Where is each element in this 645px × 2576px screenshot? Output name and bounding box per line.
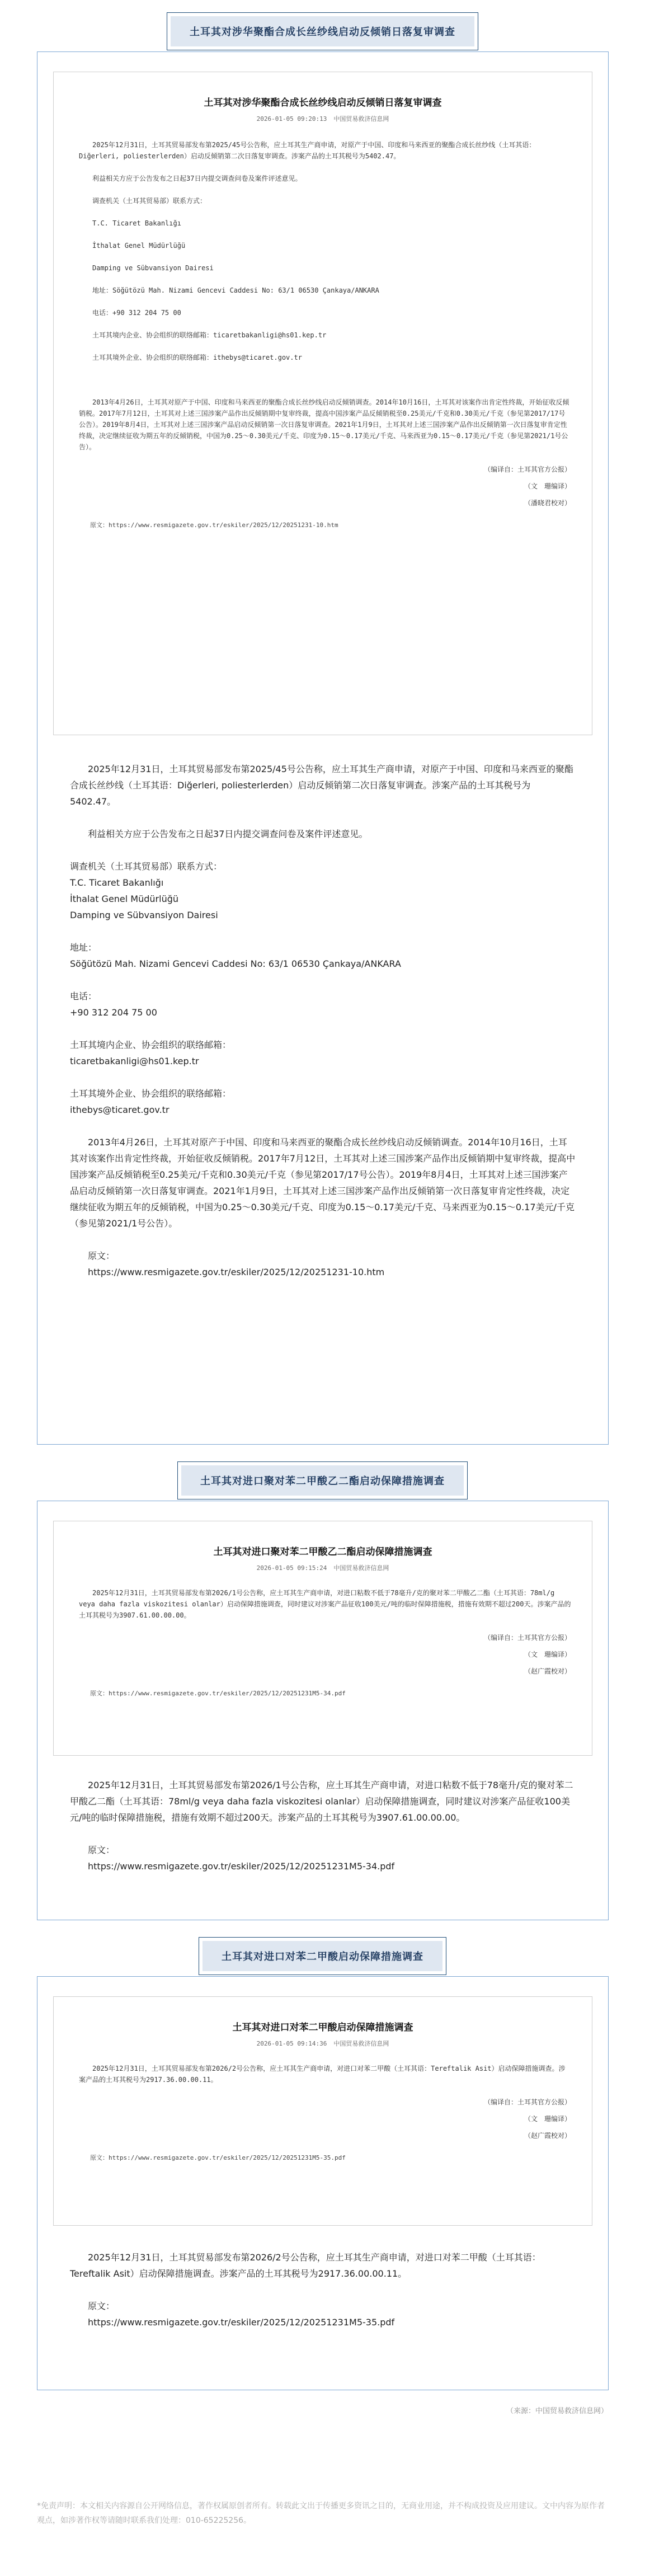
- original-label: 原文：: [88, 2301, 115, 2311]
- section2-heading-wrap: [0, 1461, 645, 1499]
- agency-contact: 调查机关（土耳其贸易部）联系方式： T.C. Ticaret Bakanlığı İthalat Genel Müdürlüğü Damping ve Sübvansiyon Dairesi: [70, 861, 223, 920]
- section3-body: [70, 2249, 576, 2330]
- section1-screenshot-body: [79, 139, 571, 542]
- section2-news-title: 土耳其对进口聚对苯二甲酸乙二酯启动保障措施调查: [213, 1546, 432, 1558]
- agency-name: T.C. Ticaret Bakanlığı: [92, 219, 181, 227]
- reviewer-credit: （潘晓君校对）: [524, 499, 571, 507]
- section2-screenshot: [53, 1521, 592, 1756]
- section1-news-title: 土耳其对涉华聚酯合成长丝纱线启动反倾销日落复审调查: [204, 97, 442, 109]
- section1-heading: 土耳其对涉华聚酯合成长丝纱线启动反倾销日落复审调查: [167, 12, 478, 50]
- paragraph: 2025年12月31日，土耳其贸易部发布第2026/1号公告称，应土耳其生产商申请，对进口粘数不低于78毫升/克的聚对苯二甲酸乙二酯（土耳其语：78ml/g veya daha fazla viskozitesi olanlar）启动保障措施调查，同时建议对涉案产品征收100美元/吨的临时保障措施税，措施有效期不超过200天。涉案产品的土耳其税号为3907.61.00.00.00。: [70, 1780, 573, 1823]
- foreign-email: 土耳其境外企业、协会组织的联络邮箱：ithebys@ticaret.gov.tr: [92, 354, 302, 361]
- original-url-link[interactable]: https://www.resmigazete.gov.tr/eskiler/2025/12/20251231M5-35.pdf: [88, 2317, 395, 2328]
- original-url-link[interactable]: https://www.resmigazete.gov.tr/eskiler/2025/12/20251231-10.htm: [88, 1267, 385, 1277]
- address: 地址：Söğütözü Mah. Nizami Gencevi Caddesi No: 63/1 06530 Çankaya/ANKARA: [92, 286, 379, 294]
- editor-credit: （文 珊编译）: [524, 1651, 571, 1658]
- paragraph: 利益相关方应于公告发布之日起37日内提交调查问卷及案件评述意见。: [92, 175, 302, 182]
- footer-source: （来源：中国贸易救济信息网）: [506, 2407, 608, 2415]
- domestic-email: 土耳其境内企业、协会组织的联络邮箱：ticaretbakanligi@hs01.kep.tr: [92, 331, 327, 339]
- original-label: 原文：: [88, 1845, 115, 1855]
- foreign-email-block: 土耳其境外企业、协会组织的联络邮箱： ithebys@ticaret.gov.tr: [70, 1085, 576, 1118]
- paragraph: 2025年12月31日，土耳其贸易部发布第2025/45号公告称，应土耳其生产商申请，对原产于中国、印度和马来西亚的聚酯合成长丝纱线（土耳其语：Diğerleri, poliesterlerden）启动反倾销第二次日落复审调查。涉案产品的土耳其税号为5402.47。: [79, 141, 536, 160]
- section3-news-meta: 2026-01-05 09:14:36 中国贸易救济信息网: [256, 2040, 389, 2047]
- editor-credit: （编译自：土耳其官方公报）: [483, 466, 571, 473]
- editor-credit: （文 珊编译）: [524, 2115, 571, 2123]
- paragraph: 2025年12月31日，土耳其贸易部发布第2026/1号公告称，应土耳其生产商申请，对进口粘数不低于78毫升/克的聚对苯二甲酸乙二酯（土耳其语：78ml/g veya daha fazla viskozitesi olanlar）启动保障措施调查，同时建议对涉案产品征收100美元/吨的临时保障措施税，措施有效期不超过200天。涉案产品的土耳其税号为3907.61.00.00.00。: [79, 1589, 571, 1619]
- phone: 电话：+90 312 204 75 00: [92, 309, 181, 317]
- reviewer-credit: （赵广霞校对）: [524, 1667, 571, 1675]
- editor-credit: （编译自：土耳其官方公报）: [483, 1634, 571, 1642]
- domestic-email-link[interactable]: ticaretbakanligi@hs01.kep.tr: [70, 1056, 199, 1066]
- reviewer-credit: （赵广霞校对）: [524, 2132, 571, 2140]
- paragraph: 2025年12月31日，土耳其贸易部发布第2026/2号公告称，应土耳其生产商申请，对进口对苯二甲酸（土耳其语：Tereftalik Asit）启动保障措施调查。涉案产品的土耳其税号为2917.36.00.00.11。: [70, 2252, 541, 2279]
- editor-credit: （编译自：土耳其官方公报）: [483, 2098, 571, 2106]
- section1-body: [70, 761, 576, 1280]
- paragraph: 2025年12月31日，土耳其贸易部发布第2026/2号公告称，应土耳其生产商申请，对进口对苯二甲酸（土耳其语：Tereftalik Asit）启动保障措施调查。涉案产品的土耳其税号为2917.36.00.00.11。: [79, 2065, 566, 2084]
- section2-heading: 土耳其对进口聚对苯二甲酸乙二酯启动保障措施调查: [177, 1461, 468, 1499]
- editor-credit: （文 珊编译）: [524, 482, 571, 490]
- phone-block: 电话： +90 312 204 75 00: [70, 991, 157, 1018]
- original-label: 原文：: [88, 1251, 115, 1261]
- original-url-link[interactable]: https://www.resmigazete.gov.tr/eskiler/2025/12/20251231M5-34.pdf: [88, 1861, 395, 1872]
- section3-news-title: 土耳其对进口对苯二甲酸启动保障措施调查: [232, 2022, 413, 2033]
- section3-screenshot-body: [79, 2063, 571, 2175]
- original-source: 原文：https://www.resmigazete.gov.tr/eskiler/2025/12/20251231M5-35.pdf: [90, 2154, 346, 2161]
- section3-heading-wrap: [0, 1937, 645, 1975]
- section1-screenshot: [53, 72, 592, 735]
- section2-news-meta: 2026-01-05 09:15:24 中国贸易救济信息网: [256, 1564, 389, 1572]
- address-block: 地址： Söğütözü Mah. Nizami Gencevi Caddesi No: 63/1 06530 Çankaya/ANKARA: [70, 942, 401, 969]
- agency-label: 调查机关（土耳其贸易部）联系方式：: [92, 197, 207, 205]
- section3-heading: 土耳其对进口对苯二甲酸启动保障措施调查: [199, 1937, 446, 1975]
- section2-screenshot-body: [79, 1587, 571, 1710]
- paragraph: 利益相关方应于公告发布之日起37日内提交调查问卷及案件评述意见。: [88, 829, 368, 839]
- paragraph: 2025年12月31日，土耳其贸易部发布第2025/45号公告称，应土耳其生产商申请，对原产于中国、印度和马来西亚的聚酯合成长丝纱线（土耳其语：Diğerleri, poliesterlerden）启动反倾销第二次日落复审调查。涉案产品的土耳其税号为5402.47。: [70, 764, 573, 807]
- history-paragraph: 2013年4月26日，土耳其对原产于中国、印度和马来西亚的聚酯合成长丝纱线启动反倾销调查。2014年10月16日，土耳其对该案作出肯定性终裁，开始征收反倾销税。2017年7月12日，土耳其对上述三国涉案产品作出反倾销期中复审终裁，提高中国涉案产品反倾销税至0.25美元/千克和0.30美元/千克（参见第2017/17号公告）。2019年8月4日，土耳其对上述三国涉案产品启动反倾销第一次日落复审调查。2021年1月9日，土耳其对上述三国涉案产品作出反倾销第一次日落复审肯定性终裁，决定继续征收为期五年的反倾销税，中国为0.25～0.30美元/千克、印度为0.15～0.17美元/千克、马来西亚为0.15～0.17美元/千克（参见第2021/1号公告）。: [79, 398, 569, 451]
- section2-body: [70, 1777, 576, 1874]
- history-paragraph: 2013年4月26日，土耳其对原产于中国、印度和马来西亚的聚酯合成长丝纱线启动反倾销调查。2014年10月16日，土耳其对该案作出肯定性终裁，开始征收反倾销税。2017年7月12日，土耳其对上述三国涉案产品作出反倾销期中复审终裁，提高中国涉案产品反倾销税至0.25美元/千克和0.30美元/千克（参见第2017/17号公告）。2019年8月4日，土耳其对上述三国涉案产品启动反倾销第一次日落复审调查。2021年1月9日，土耳其对上述三国涉案产品作出反倾销第一次日落复审肯定性终裁，决定继续征收为期五年的反倾销税，中国为0.25～0.30美元/千克、印度为0.15～0.17美元/千克、马来西亚为0.15～0.17美元/千克（参见第2021/1号公告）。: [70, 1137, 576, 1229]
- original-source: 原文：https://www.resmigazete.gov.tr/eskiler/2025/12/20251231M5-34.pdf: [90, 1690, 346, 1697]
- section1-news-meta: 2026-01-05 09:20:13 中国贸易救济信息网: [256, 115, 389, 123]
- foreign-email-link[interactable]: ithebys@ticaret.gov.tr: [70, 1104, 170, 1115]
- original-source: 原文：https://www.resmigazete.gov.tr/eskiler/2025/12/20251231-10.htm: [90, 521, 338, 529]
- agency-name: İthalat Genel Müdürlüğü: [92, 242, 186, 250]
- section1-heading-wrap: [0, 12, 645, 50]
- disclaimer: *免责声明：本文相关内容源自公开网络信息，著作权属原创者所有。转载此文出于传播更多资讯之目的，无商业用途，并不构成投资及应用建议。文中内容为原作者观点，如涉著作权等请随时联系我们处理：010-65225256。: [37, 2502, 605, 2525]
- section3-screenshot: [53, 1996, 592, 2226]
- domestic-email-block: 土耳其境内企业、协会组织的联络邮箱： ticaretbakanligi@hs01.kep.tr: [70, 1037, 576, 1069]
- agency-name: Damping ve Sübvansiyon Dairesi: [92, 264, 214, 272]
